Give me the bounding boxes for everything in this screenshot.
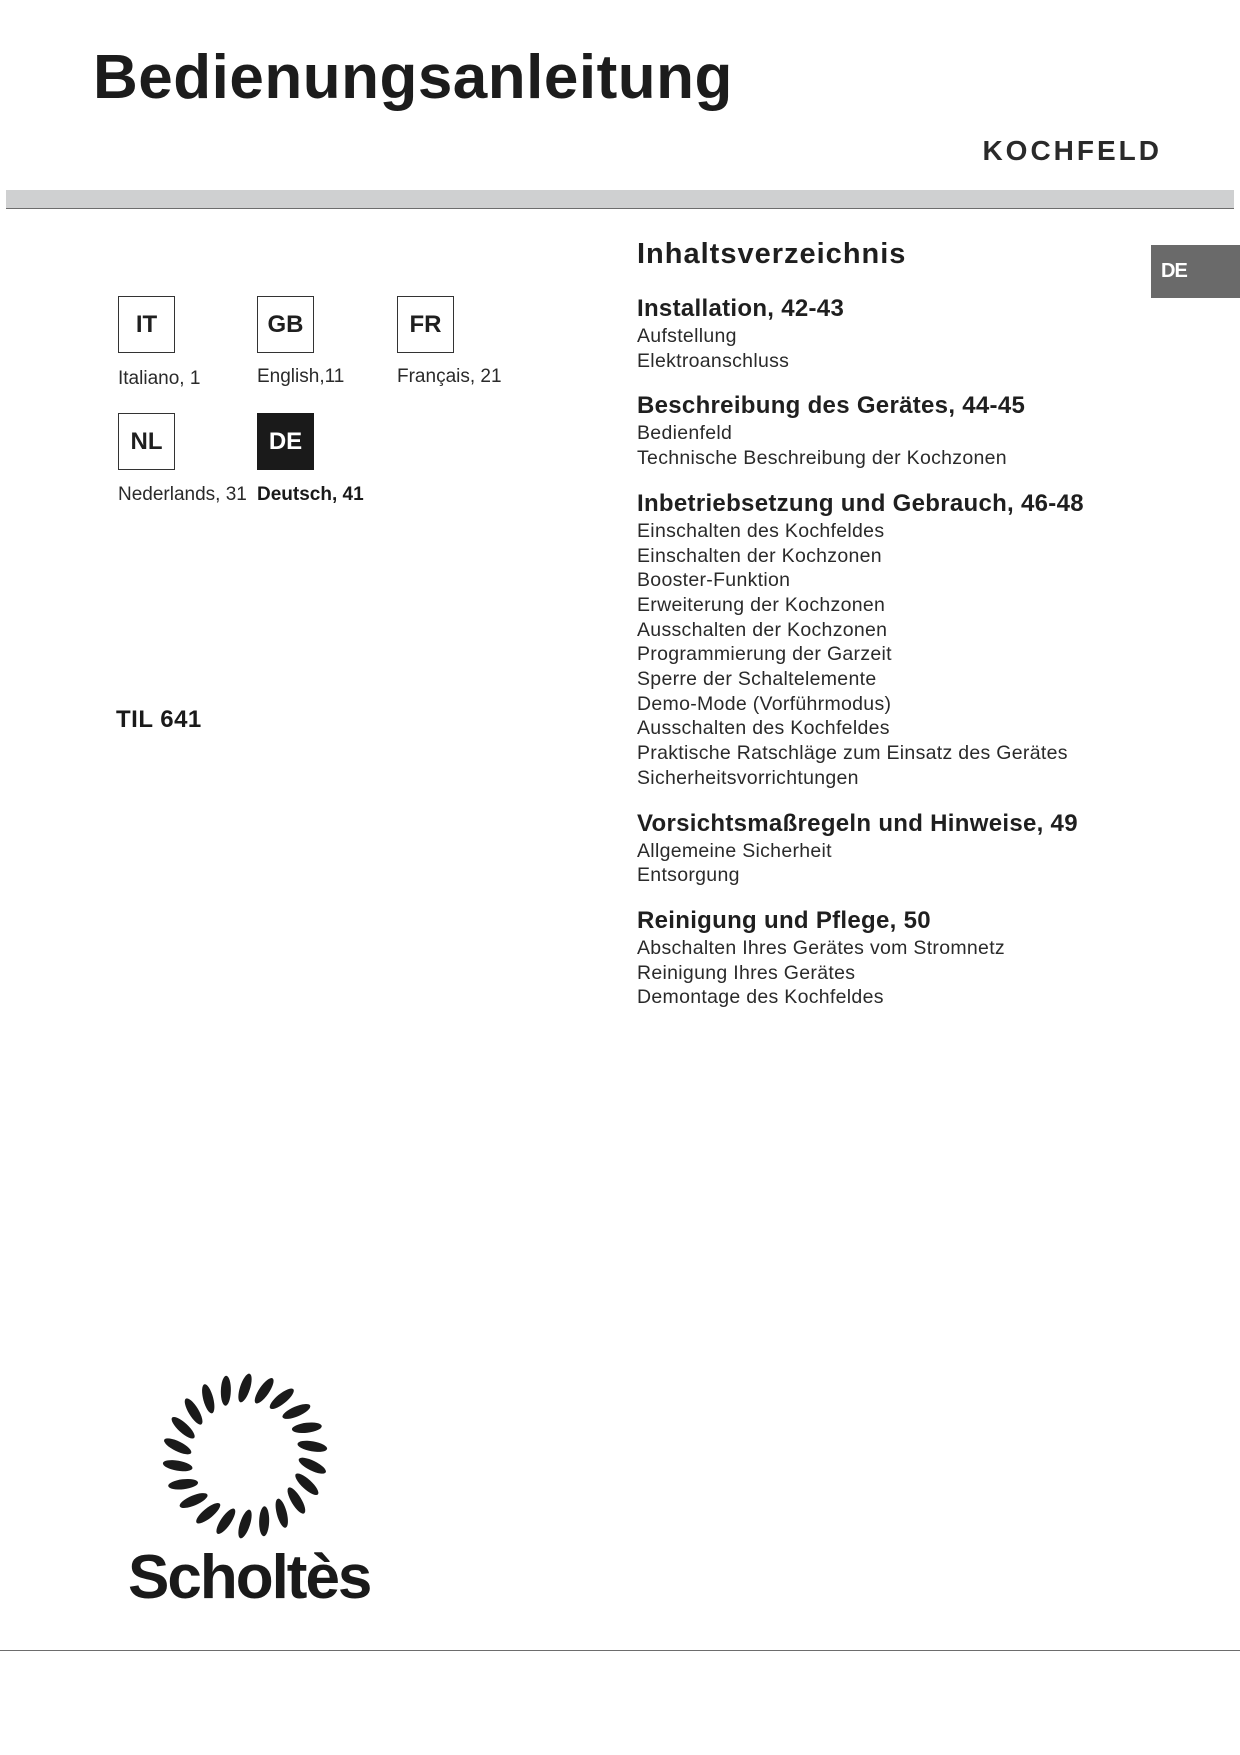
footer-divider-line [0,1650,1240,1651]
toc-item: Entsorgung [637,864,740,887]
language-box-gb: GB [257,296,314,353]
page-title: Bedienungsanleitung [93,43,733,112]
product-type: KOCHFELD [982,135,1162,166]
language-label-gb: English,11 [257,366,345,387]
toc-item: Erweiterung der Kochzonen [637,593,886,616]
sun-ray [162,1458,193,1473]
sun-ray [178,1490,210,1511]
sun-ray [200,1383,217,1415]
toc-item: Praktische Ratschläge zum Einsatz des Gerätes [637,742,1068,765]
toc-section-title: Beschreibung des Gerätes, 44-45 [637,392,1026,420]
language-tab: DE [1151,245,1240,298]
sun-ray [291,1421,322,1434]
toc-item: Allgemeine Sicherheit [637,839,832,862]
language-box-fr: FR [397,296,454,353]
toc-item: Programmierung der Garzeit [637,643,892,666]
sun-ray [162,1435,193,1457]
sun-ray [236,1372,255,1404]
toc-item: Reinigung Ihres Gerätes [637,961,856,984]
toc-item: Ausschalten des Kochfeldes [637,717,890,740]
sun-logo-icon [152,1368,338,1544]
toc-item: Aufstellung [637,325,737,347]
table-of-contents [637,234,1137,1028]
sun-ray [284,1485,308,1516]
sun-ray [297,1439,328,1454]
sun-ray [273,1497,290,1529]
toc-item: Ausschalten der Kochzonen [637,618,888,641]
brand-name: Scholtès [128,1543,371,1612]
toc-section [637,294,1137,373]
toc-item: Bedienfeld [637,422,733,445]
toc-item: Booster-Funktion [637,569,791,592]
toc-item: Sicherheitsvorrichtungen [637,766,859,789]
sun-ray [259,1506,270,1536]
language-box-it: IT [118,296,175,353]
toc-heading: Inhaltsverzeichnis [637,238,907,270]
toc-item: Sperre der Schaltelemente [637,668,877,691]
sun-ray [182,1396,206,1427]
model-number: TIL 641 [116,706,202,733]
sun-ray [297,1455,328,1477]
toc-section-title: Installation, 42-43 [637,295,845,322]
language-box-nl: NL [118,413,175,470]
sun-ray [168,1478,199,1491]
toc-section [637,391,1137,470]
toc-section-title: Reinigung und Pflege, 50 [637,906,931,934]
toc-item: Demontage des Kochfeldes [637,986,884,1009]
language-label-fr: Français, 21 [397,366,502,387]
language-label-it: Italiano, 1 [118,368,201,389]
toc-section [637,489,1137,791]
toc-item: Einschalten des Kochfeldes [637,519,885,542]
language-label-nl: Nederlands, 31 [118,484,247,505]
toc-item: Demo-Mode (Vorführmodus) [637,692,892,715]
header-divider-bar [6,190,1234,208]
toc-item: Technische Beschreibung der Kochzonen [637,447,1007,470]
toc-item: Elektroanschluss [637,349,790,372]
sun-ray [281,1401,313,1422]
language-label-de: Deutsch, 41 [257,484,364,505]
toc-section [637,906,1137,1010]
header-divider-line [6,208,1234,209]
toc-section-title: Inbetriebsetzung und Gebrauch, 46-48 [637,489,1084,517]
sun-ray [236,1508,255,1540]
toc-item: Einschalten der Kochzonen [637,544,882,567]
toc-item: Abschalten Ihres Gerätes vom Stromnetz [637,936,1005,959]
toc-section [637,809,1137,888]
sun-ray [220,1376,231,1406]
toc-section-title: Vorsichtsmaßregeln und Hinweise, 49 [637,809,1078,837]
language-box-de: DE [257,413,314,470]
brand-logo [120,1360,370,1620]
